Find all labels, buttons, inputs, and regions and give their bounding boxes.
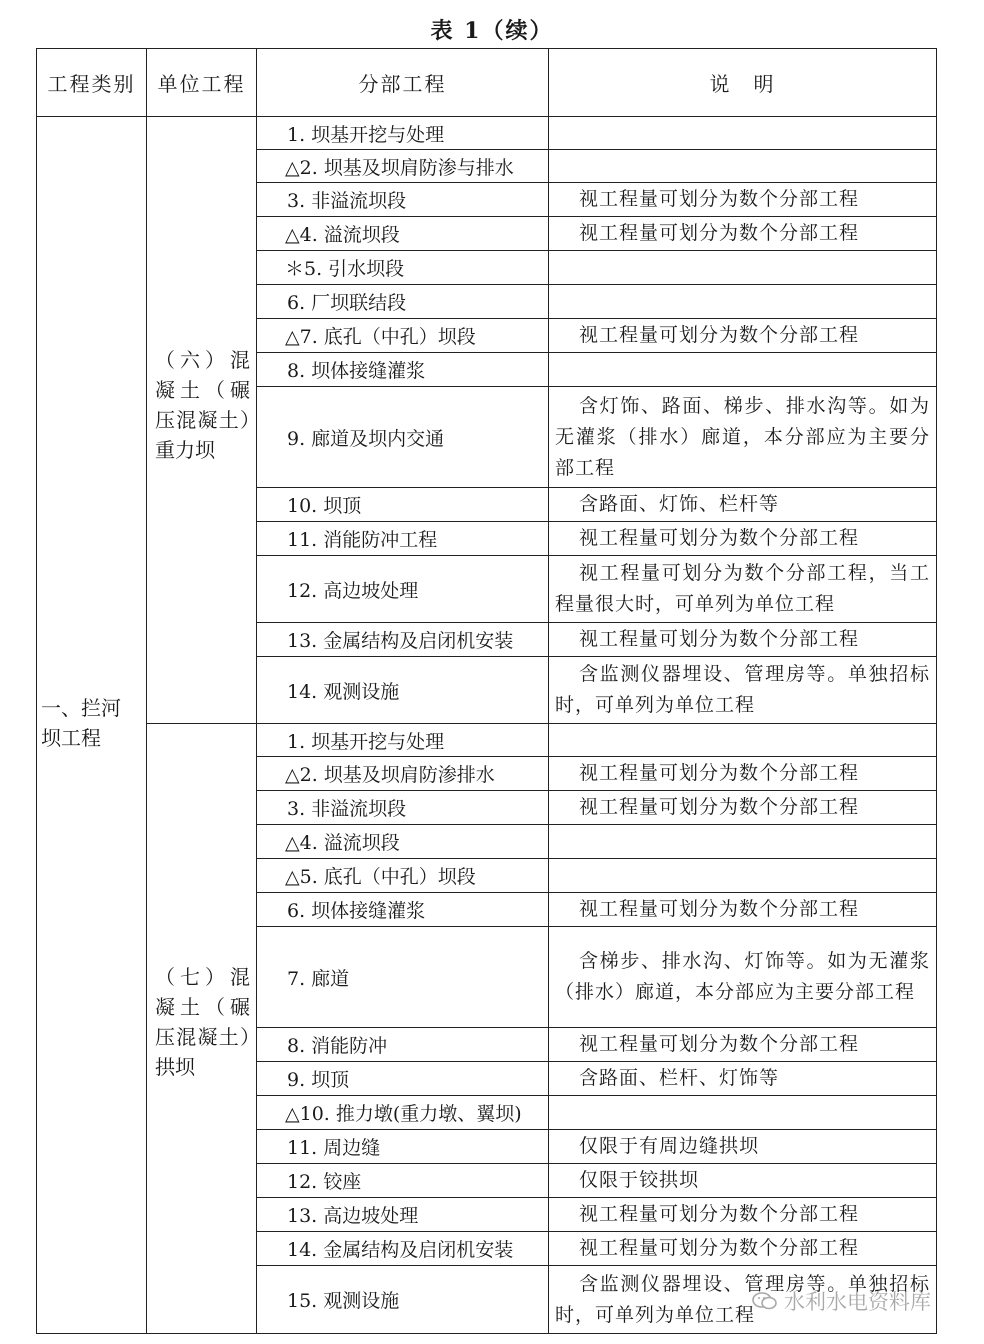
note-cell: 视工程量可划分为数个分部工程	[549, 319, 937, 353]
note-cell: 视工程量可划分为数个分部工程	[549, 791, 937, 825]
header-unit: 单位工程	[147, 49, 257, 117]
note-cell: 视工程量可划分为数个分部工程	[549, 183, 937, 217]
sub-project-cell: 8. 坝体接缝灌浆	[257, 353, 549, 387]
division-table	[36, 48, 937, 1334]
note-cell	[549, 724, 937, 757]
sub-project-cell: 1. 坝基开挖与处理	[257, 117, 549, 150]
note-cell	[549, 285, 937, 319]
sub-project-cell: 10. 坝顶	[257, 488, 549, 522]
unit-cell: （七）混凝土（碾压混凝土）拱坝	[147, 724, 257, 1334]
header-note: 说 明	[549, 49, 937, 117]
wechat-icon	[752, 1291, 778, 1311]
note-cell: 仅限于铰拱坝	[549, 1164, 937, 1198]
note-cell: 含灯饰、路面、梯步、排水沟等。如为无灌浆（排水）廊道，本分部应为主要分部工程	[549, 387, 937, 488]
sub-project-cell: 11. 消能防冲工程	[257, 522, 549, 556]
sub-project-cell: 6. 厂坝联结段	[257, 285, 549, 319]
category-cell: 一、拦河坝工程	[37, 117, 147, 1334]
unit-cell: （六）混凝土（碾压混凝土）重力坝	[147, 117, 257, 724]
note-cell: 含梯步、排水沟、灯饰等。如为无灌浆（排水）廊道，本分部应为主要分部工程	[549, 927, 937, 1028]
sub-project-cell: △2. 坝基及坝肩防渗排水	[257, 757, 549, 791]
note-cell	[549, 825, 937, 859]
note-cell: 含路面、灯饰、栏杆等	[549, 488, 937, 522]
sub-project-cell: 15. 观测设施	[257, 1266, 549, 1334]
watermark-text: 水利水电资料库	[784, 1291, 931, 1314]
table-row	[37, 117, 937, 150]
sub-project-cell: 14. 金属结构及启闭机安装	[257, 1232, 549, 1266]
table-title: 表 1（续）	[430, 18, 554, 44]
sub-project-cell: ＊5. 引水坝段	[257, 251, 549, 285]
note-cell	[549, 117, 937, 150]
note-cell: 视工程量可划分为数个分部工程	[549, 1198, 937, 1232]
header-sub: 分部工程	[257, 49, 549, 117]
sub-project-cell: 9. 坝顶	[257, 1062, 549, 1096]
sub-project-cell: 13. 高边坡处理	[257, 1198, 549, 1232]
watermark	[752, 1286, 931, 1316]
note-cell	[549, 150, 937, 183]
sub-project-cell: 9. 廊道及坝内交通	[257, 387, 549, 488]
note-cell: 视工程量可划分为数个分部工程	[549, 893, 937, 927]
note-cell	[549, 251, 937, 285]
sub-project-cell: 6. 坝体接缝灌浆	[257, 893, 549, 927]
note-cell	[549, 859, 937, 893]
sub-project-cell: 12. 高边坡处理	[257, 556, 549, 623]
sub-project-cell: 7. 廊道	[257, 927, 549, 1028]
sub-project-cell: △4. 溢流坝段	[257, 217, 549, 251]
note-cell	[549, 353, 937, 387]
sub-project-cell: △5. 底孔（中孔）坝段	[257, 859, 549, 893]
sub-project-cell: △7. 底孔（中孔）坝段	[257, 319, 549, 353]
sub-project-cell: 3. 非溢流坝段	[257, 791, 549, 825]
note-cell	[549, 1096, 937, 1130]
note-cell: 视工程量可划分为数个分部工程，当工程量很大时，可单列为单位工程	[549, 556, 937, 623]
note-cell: 视工程量可划分为数个分部工程	[549, 1232, 937, 1266]
note-cell: 含路面、栏杆、灯饰等	[549, 1062, 937, 1096]
header-category: 工程类别	[37, 49, 147, 117]
sub-project-cell: △4. 溢流坝段	[257, 825, 549, 859]
sub-project-cell: 1. 坝基开挖与处理	[257, 724, 549, 757]
sub-project-cell: 13. 金属结构及启闭机安装	[257, 623, 549, 657]
note-cell: 视工程量可划分为数个分部工程	[549, 757, 937, 791]
sub-project-cell: △2. 坝基及坝肩防渗与排水	[257, 150, 549, 183]
sub-project-cell: 14. 观测设施	[257, 657, 549, 724]
sub-project-cell: 8. 消能防冲	[257, 1028, 549, 1062]
sub-project-cell: 11. 周边缝	[257, 1130, 549, 1164]
note-cell: 视工程量可划分为数个分部工程	[549, 217, 937, 251]
note-cell: 含监测仪器埋设、管理房等。单独招标时，可单列为单位工程	[549, 657, 937, 724]
sub-project-cell: △10. 推力墩(重力墩、翼坝)	[257, 1096, 549, 1130]
sub-project-cell: 3. 非溢流坝段	[257, 183, 549, 217]
note-cell: 含监测仪器埋设、管理房等。单独招标时，可单列为单位工程	[549, 1266, 937, 1334]
header-row	[37, 49, 937, 117]
note-cell: 视工程量可划分为数个分部工程	[549, 1028, 937, 1062]
table-row	[37, 724, 937, 757]
note-cell: 视工程量可划分为数个分部工程	[549, 623, 937, 657]
note-cell: 仅限于有周边缝拱坝	[549, 1130, 937, 1164]
note-cell: 视工程量可划分为数个分部工程	[549, 522, 937, 556]
table-body	[37, 117, 937, 1334]
sub-project-cell: 12. 铰座	[257, 1164, 549, 1198]
